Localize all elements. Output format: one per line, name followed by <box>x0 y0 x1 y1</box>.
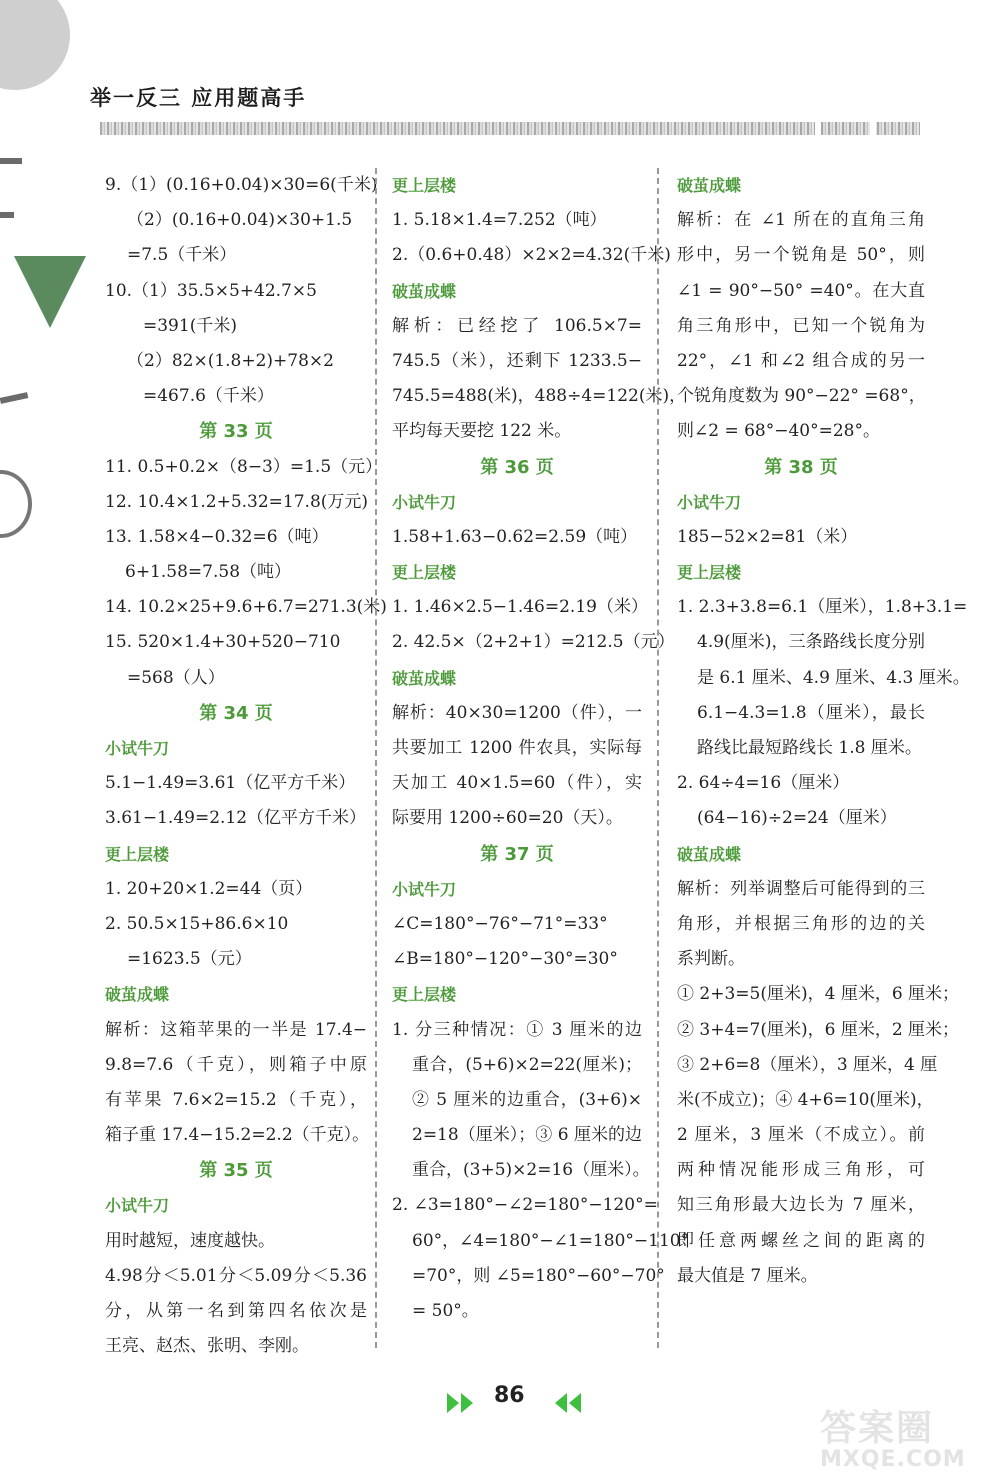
double-arrow-right-icon <box>445 1391 481 1415</box>
decorative-mark <box>0 212 14 218</box>
answer-line: 2. 42.5×（2+2+1）=212.5（元） <box>392 632 675 653</box>
answer-line: 2 厘米，3 厘米（不成立）。前 <box>677 1125 925 1146</box>
section-heading: 更上层楼 <box>105 844 170 864</box>
section-heading: 小试牛刀 <box>677 492 742 512</box>
answer-line: =568（人） <box>127 667 225 688</box>
answer-line: 1. 分三种情况：① 3 厘米的边 <box>392 1019 642 1040</box>
answer-line: 2=18（厘米）；③ 6 厘米的边 <box>412 1125 642 1146</box>
page-heading: 第 35 页 <box>199 1160 273 1182</box>
watermark-url: MXQE.COM <box>820 1447 966 1472</box>
answer-line: 天加工 40×1.5=60（件），实 <box>392 773 642 794</box>
answer-line: 1.58+1.63−0.62=2.59（吨） <box>392 526 638 547</box>
answer-line: 4.9(厘米)，三条路线长度分别 <box>697 632 925 653</box>
book-title: 举一反三 应用题高手 <box>90 86 307 110</box>
decorative-circle <box>0 0 70 90</box>
answer-line: 185−52×2=81（米） <box>677 526 858 547</box>
answer-line: 形中，另一个锐角是 50°，则 <box>677 245 925 266</box>
section-heading: 小试牛刀 <box>392 879 457 899</box>
double-arrow-left-icon <box>553 1391 589 1415</box>
column-divider <box>375 168 377 1348</box>
answer-line: ∠C=180°−76°−71°=33° <box>392 913 608 934</box>
answer-line: ② 3+4=7(厘米)，6 厘米，2 厘米； <box>677 1019 960 1040</box>
page-heading: 第 36 页 <box>480 456 554 478</box>
answer-line: 2.（0.6+0.48）×2×2=4.32(千米) <box>392 245 671 266</box>
answer-line: 12. 10.4×1.2+5.32=17.8(万元) <box>105 491 369 512</box>
answer-line: 11. 0.5+0.2×（8−3）=1.5（元） <box>105 456 383 477</box>
answer-line: 是 6.1 厘米、4.9 厘米、4.3 厘米。 <box>697 667 970 688</box>
section-heading: 破茧成蝶 <box>677 176 742 195</box>
section-heading: 破茧成蝶 <box>105 985 170 1005</box>
answer-line: 平均每天要挖 122 米。 <box>392 421 572 442</box>
decorative-mark <box>0 158 22 164</box>
answer-line: ∠B=180°−120°−30°=30° <box>392 949 618 970</box>
section-heading: 破茧成蝶 <box>392 281 457 301</box>
answer-line: 14. 10.2×25+9.6+6.7=271.3(米) <box>105 597 387 618</box>
section-heading: 更上层楼 <box>392 563 457 583</box>
answer-line: =1623.5（元） <box>127 949 252 970</box>
answer-line: 解析：列举调整后可能得到的三 <box>677 878 925 899</box>
answer-line: 2. ∠3=180°−∠2=180°−120°= <box>392 1195 658 1216</box>
answer-line: =7.5（千米） <box>127 245 237 266</box>
answer-line: 际要用 1200÷60=20（天）。 <box>392 808 623 829</box>
answer-line: 知三角形最大边长为 7 厘米， <box>677 1195 925 1216</box>
answer-line: 王亮、赵杰、张明、李刚。 <box>105 1336 309 1357</box>
answer-line: 解析：已经挖了 106.5×7= <box>392 315 642 336</box>
answer-line: 箱子重 17.4−15.2=2.2（千克）。 <box>105 1125 370 1146</box>
answer-line: 3.61−1.49=2.12（亿平方千米） <box>105 808 367 829</box>
answer-line: =467.6（千米） <box>143 386 274 407</box>
answer-line: 60°，∠4=180°−∠1=180°−110° <box>412 1230 690 1251</box>
answer-line: 路线比最短路线长 1.8 厘米。 <box>697 738 922 758</box>
answer-line: 重合，(5+6)×2=22(厘米)； <box>412 1054 642 1075</box>
answer-line: 解析：40×30=1200（件），一 <box>392 702 642 723</box>
section-heading: 更上层楼 <box>392 985 457 1005</box>
watermark-logo-text: 答案圈 <box>820 1408 935 1449</box>
answer-line: 745.5（米），还剩下 1233.5− <box>392 350 642 371</box>
answer-line: 则∠2 = 68°−40°=28°。 <box>677 421 880 442</box>
answer-line: 6+1.58=7.58（吨） <box>125 562 292 583</box>
page-heading: 第 37 页 <box>480 843 554 865</box>
section-heading: 小试牛刀 <box>105 1196 170 1216</box>
answer-line: 重合，(3+5)×2=16（厘米）。 <box>412 1160 650 1181</box>
header-rule <box>100 122 920 135</box>
answer-line: 745.5=488(米)，488÷4=122(米)， <box>392 386 687 407</box>
answer-line: =70°，则 ∠5=180°−60°−70° <box>412 1265 665 1286</box>
answer-line: 2. 64÷4=16（厘米） <box>677 773 850 794</box>
answer-line: 即任意两螺丝之间的距离的 <box>677 1230 925 1251</box>
answer-line: 角形，并根据三角形的边的关 <box>677 913 925 934</box>
answer-line: 5.1−1.49=3.61（亿平方千米） <box>105 773 356 794</box>
section-heading: 更上层楼 <box>677 563 742 583</box>
answer-line: = 50°。 <box>412 1301 479 1321</box>
answer-line: 有苹果 7.6×2=15.2（千克）， <box>105 1089 367 1110</box>
page-heading: 第 38 页 <box>764 456 838 478</box>
answer-line: 1. 1.46×2.5−1.46=2.19（米） <box>392 597 648 618</box>
answer-line: 角三角形中，已知一个锐角为 <box>677 315 925 336</box>
answer-line: 10.（1）35.5×5+42.7×5 <box>105 280 317 301</box>
answer-column-3 <box>677 168 970 1294</box>
page-heading: 第 34 页 <box>199 702 273 724</box>
answer-line: 最大值是 7 厘米。 <box>677 1265 818 1286</box>
answer-column-1 <box>105 168 387 1364</box>
decorative-triangle <box>14 256 86 328</box>
answer-line: 6.1−4.3=1.8（厘米），最长 <box>697 702 925 723</box>
answer-line: 米(不成立)；④ 4+6=10(厘米)， <box>677 1089 934 1110</box>
answer-line: =391(千米) <box>143 315 237 336</box>
answer-line: （2）(0.16+0.04)×30+1.5 <box>127 210 353 231</box>
answer-line: ∠1 = 90°−50° =40°。在大直 <box>677 280 925 301</box>
answer-line: 13. 1.58×4−0.32=6（吨） <box>105 526 329 547</box>
answer-line: 系判断。 <box>677 949 745 970</box>
answer-line: 解析：这箱苹果的一半是 17.4− <box>105 1019 367 1040</box>
page-number: 86 <box>494 1383 525 1408</box>
answer-line: 共要加工 1200 件农具，实际每 <box>392 738 642 758</box>
section-heading: 小试牛刀 <box>392 492 457 512</box>
answer-line: 1. 20+20×1.2=44（页） <box>105 878 313 899</box>
answer-line: 1. 2.3+3.8=6.1（厘米），1.8+3.1= <box>677 597 968 618</box>
answer-line: ② 5 厘米的边重合，(3+6)× <box>412 1089 642 1110</box>
column-divider <box>657 168 659 1348</box>
answer-line: 9.（1）(0.16+0.04)×30=6(千米) <box>105 175 378 195</box>
answer-line: ① 2+3=5(厘米)，4 厘米，6 厘米； <box>677 984 960 1005</box>
answer-line: 1. 5.18×1.4=7.252（吨） <box>392 210 607 231</box>
section-heading: 破茧成蝶 <box>392 668 457 688</box>
answer-line: 两种情况能形成三角形，可 <box>677 1160 925 1181</box>
decorative-arc <box>0 470 32 538</box>
section-heading: 破茧成蝶 <box>677 844 742 864</box>
decorative-mark <box>0 392 28 404</box>
section-heading: 小试牛刀 <box>105 739 170 758</box>
answer-line: 4.98分＜5.01分＜5.09分＜5.36 <box>105 1265 367 1286</box>
answer-line: 解析：在 ∠1 所在的直角三角 <box>677 210 925 231</box>
answer-line: 用时越短，速度越快。 <box>105 1230 275 1251</box>
page-heading: 第 33 页 <box>199 421 273 443</box>
answer-line: 个锐角度数为 90°−22° =68°， <box>677 386 926 407</box>
section-heading: 更上层楼 <box>392 176 457 195</box>
answer-line: 9.8=7.6（千克），则箱子中原 <box>105 1054 367 1075</box>
answer-line: 22°，∠1 和∠2 组合成的另一 <box>677 350 925 371</box>
answer-line: 2. 50.5×15+86.6×10 <box>105 913 289 934</box>
answer-column-2 <box>392 168 690 1329</box>
answer-line: (64−16)÷2=24（厘米） <box>697 808 897 829</box>
answer-line: 15. 520×1.4+30+520−710 <box>105 632 341 653</box>
answer-line: 分，从第一名到第四名依次是 <box>105 1301 367 1321</box>
answer-line: （2）82×(1.8+2)+78×2 <box>127 350 334 371</box>
answer-line: ③ 2+6=8（厘米），3 厘米，4 厘 <box>677 1054 938 1075</box>
watermark <box>820 1400 1000 1470</box>
